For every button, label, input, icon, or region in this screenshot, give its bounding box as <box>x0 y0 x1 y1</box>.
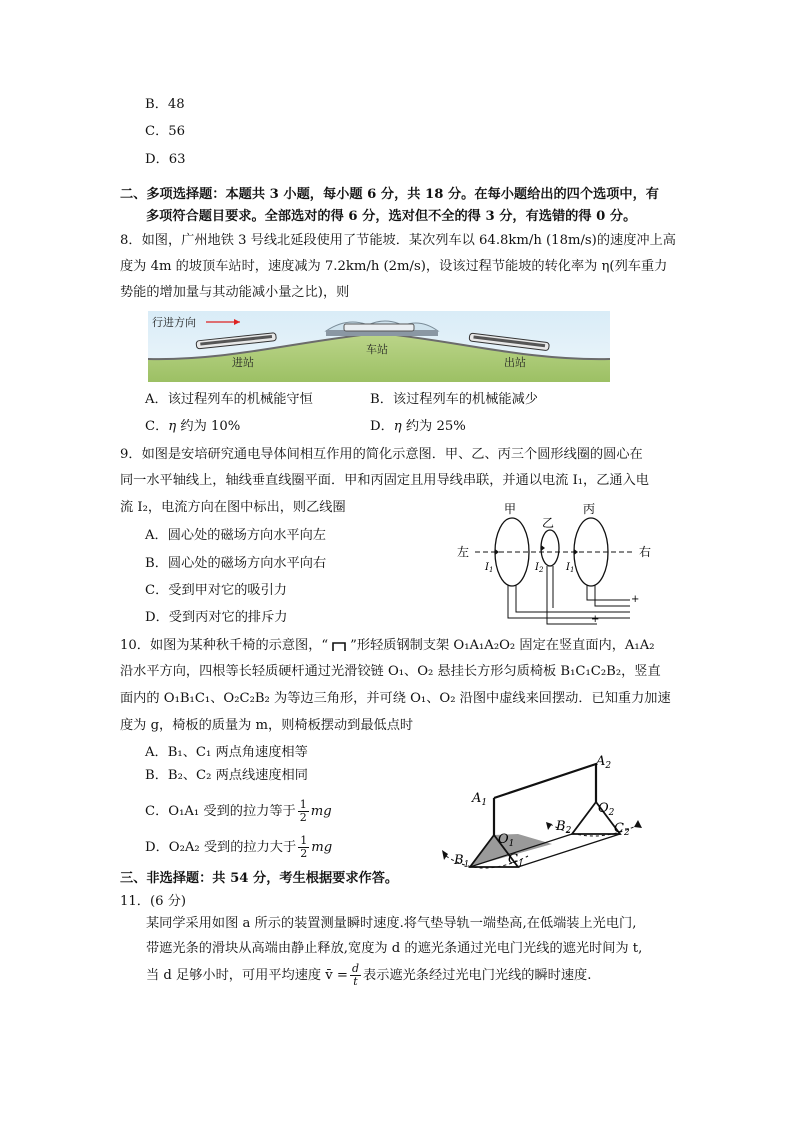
q8-stem-line1: 8．如图，广州地铁 3 号线北延段使用了节能坡．某次列车以 64.8km/h (18m/s)的速度冲上高 <box>120 233 676 248</box>
label-c1: $C_1$ <box>508 852 524 869</box>
q7-option-b: B．48 <box>145 97 185 112</box>
plus-sign-1: + <box>631 594 640 605</box>
q10-stem-line4: 度为 g，椅板的质量为 m，则椅板摆动到最低点时 <box>120 718 414 733</box>
section3-heading: 三、非选择题：共 54 分，考生根据要求作答。 <box>120 871 399 886</box>
d-over-t-fraction: $\frac{d}{t}$ <box>351 962 360 988</box>
q10-option-b: B．B₂、C₂ 两点线速度相同 <box>145 768 308 783</box>
q10-stem-line2: 沿水平方向，四根等长轻质硬杆通过光滑铰链 O₁、O₂ 悬挂长方形匀质椅板 B₁C₁C₂B₂，竖直 <box>120 664 661 679</box>
label-i1-jia: $I_1$ <box>485 562 494 574</box>
label-b1: $B_1$ <box>454 853 470 870</box>
q11-stem-line2: 带遮光条的滑块从高端由静止释放,宽度为 d 的遮光条通过光电门光线的遮光时间为 t, <box>146 941 643 956</box>
q11-stem-line3: 当 d 足够小时，可用平均速度 v̄ = $\frac{d}{t}$ 表示遮光条经过光电门光线的瞬时速度. <box>146 962 592 988</box>
q8-stem-line2: 度为 4m 的坡顶车站时，速度减为 7.2km/h (2m/s)，设该过程节能坡的转化率为 η(列车重力 <box>120 259 668 274</box>
station-label: 车站 <box>366 343 388 356</box>
label-a1: $A_1$ <box>472 791 488 808</box>
label-o2: $O_2$ <box>598 801 615 818</box>
q9-stem-line3: 流 I₂，电流方向在图中标出，则乙线圈 <box>120 500 346 515</box>
q7-option-d: D．63 <box>145 152 186 167</box>
label-b2: $B_2$ <box>556 819 572 836</box>
plus-sign-2: + <box>591 614 600 625</box>
bracket-symbol-icon <box>331 641 347 651</box>
half-fraction: $\frac{1}{2}$ <box>300 834 308 860</box>
q9-option-b: B．圆心处的磁场方向水平向右 <box>145 556 327 571</box>
q9-option-c: C．受到甲对它的吸引力 <box>145 583 287 598</box>
label-left: 左 <box>457 545 470 559</box>
q10-option-a: A．B₁、C₁ 两点角速度相等 <box>145 745 308 760</box>
label-o1: $O_1$ <box>498 832 515 849</box>
label-yi: 乙 <box>542 516 555 530</box>
q8-stem-line3: 势能的增加量与其动能减小量之比)，则 <box>120 285 350 300</box>
q10-stem-line3: 面内的 O₁B₁C₁、O₂C₂B₂ 为等边三角形，并可绕 O₁、O₂ 沿图中虚线来回摆动．已知重力加速 <box>120 691 671 706</box>
q7-option-c: C．56 <box>145 124 186 139</box>
section2-heading-line2: 多项符合题目要求。全部选对的得 6 分，选对但不全的得 3 分，有选错的得 0 分。 <box>146 209 637 224</box>
q11-heading: 11．(6 分) <box>120 894 187 909</box>
q9-stem-line1: 9．如图是安培研究通电导体间相互作用的简化示意图．甲、乙、丙三个圆形线圈的圆心在 <box>120 447 643 462</box>
label-bing: 丙 <box>583 502 596 516</box>
enter-label: 进站 <box>232 356 254 369</box>
label-a2: $A_2$ <box>596 754 612 771</box>
label-right: 右 <box>639 545 652 559</box>
station-building <box>326 321 438 336</box>
q9-stem-line2: 同一水平轴线上，轴线垂直线圈平面．甲和丙固定且用导线串联，并通以电流 I₁，乙通入电 <box>120 473 649 488</box>
q8-option-d: D．η 约为 25% <box>370 419 466 434</box>
q10-stem-line1: 10．如图为某种秋千椅的示意图，“ ”形轻质钢制支架 O₁A₁A₂O₂ 固定在竖直面内，A₁A₂ <box>120 638 655 653</box>
exit-label: 出站 <box>504 356 526 369</box>
q8-option-b: B．该过程列车的机械能减少 <box>370 392 538 407</box>
q8-metro-figure <box>148 311 610 382</box>
q10-option-c: C．O₁A₁ 受到的拉力等于 $\frac{1}{2}$ mg <box>145 798 332 824</box>
q9-option-d: D．受到丙对它的排斥力 <box>145 610 288 625</box>
label-jia: 甲 <box>504 502 517 516</box>
q8-option-a: A．该过程列车的机械能守恒 <box>145 392 313 407</box>
q9-coil-figure <box>455 498 655 628</box>
label-i2: $I_2$ <box>535 562 544 574</box>
q10-swing-figure <box>432 750 664 878</box>
label-c2: $C_2$ <box>614 821 630 838</box>
q9-option-a: A．圆心处的磁场方向水平向左 <box>145 528 326 543</box>
q8-option-c: C．η 约为 10% <box>145 419 241 434</box>
q11-stem-line1: 某同学采用如图 a 所示的装置测量瞬时速度.将气垫导轨一端垫高,在低端装上光电门, <box>146 916 637 931</box>
section2-heading-line1: 二、多项选择题：本题共 3 小题，每小题 6 分，共 18 分。在每小题给出的四个选项中，有 <box>120 187 659 202</box>
direction-label: 行进方向 <box>152 316 196 329</box>
label-i1-bing: $I_1$ <box>566 562 575 574</box>
half-fraction: $\frac{1}{2}$ <box>299 798 307 824</box>
q10-option-d: D．O₂A₂ 受到的拉力大于 $\frac{1}{2}$ mg <box>145 834 333 860</box>
